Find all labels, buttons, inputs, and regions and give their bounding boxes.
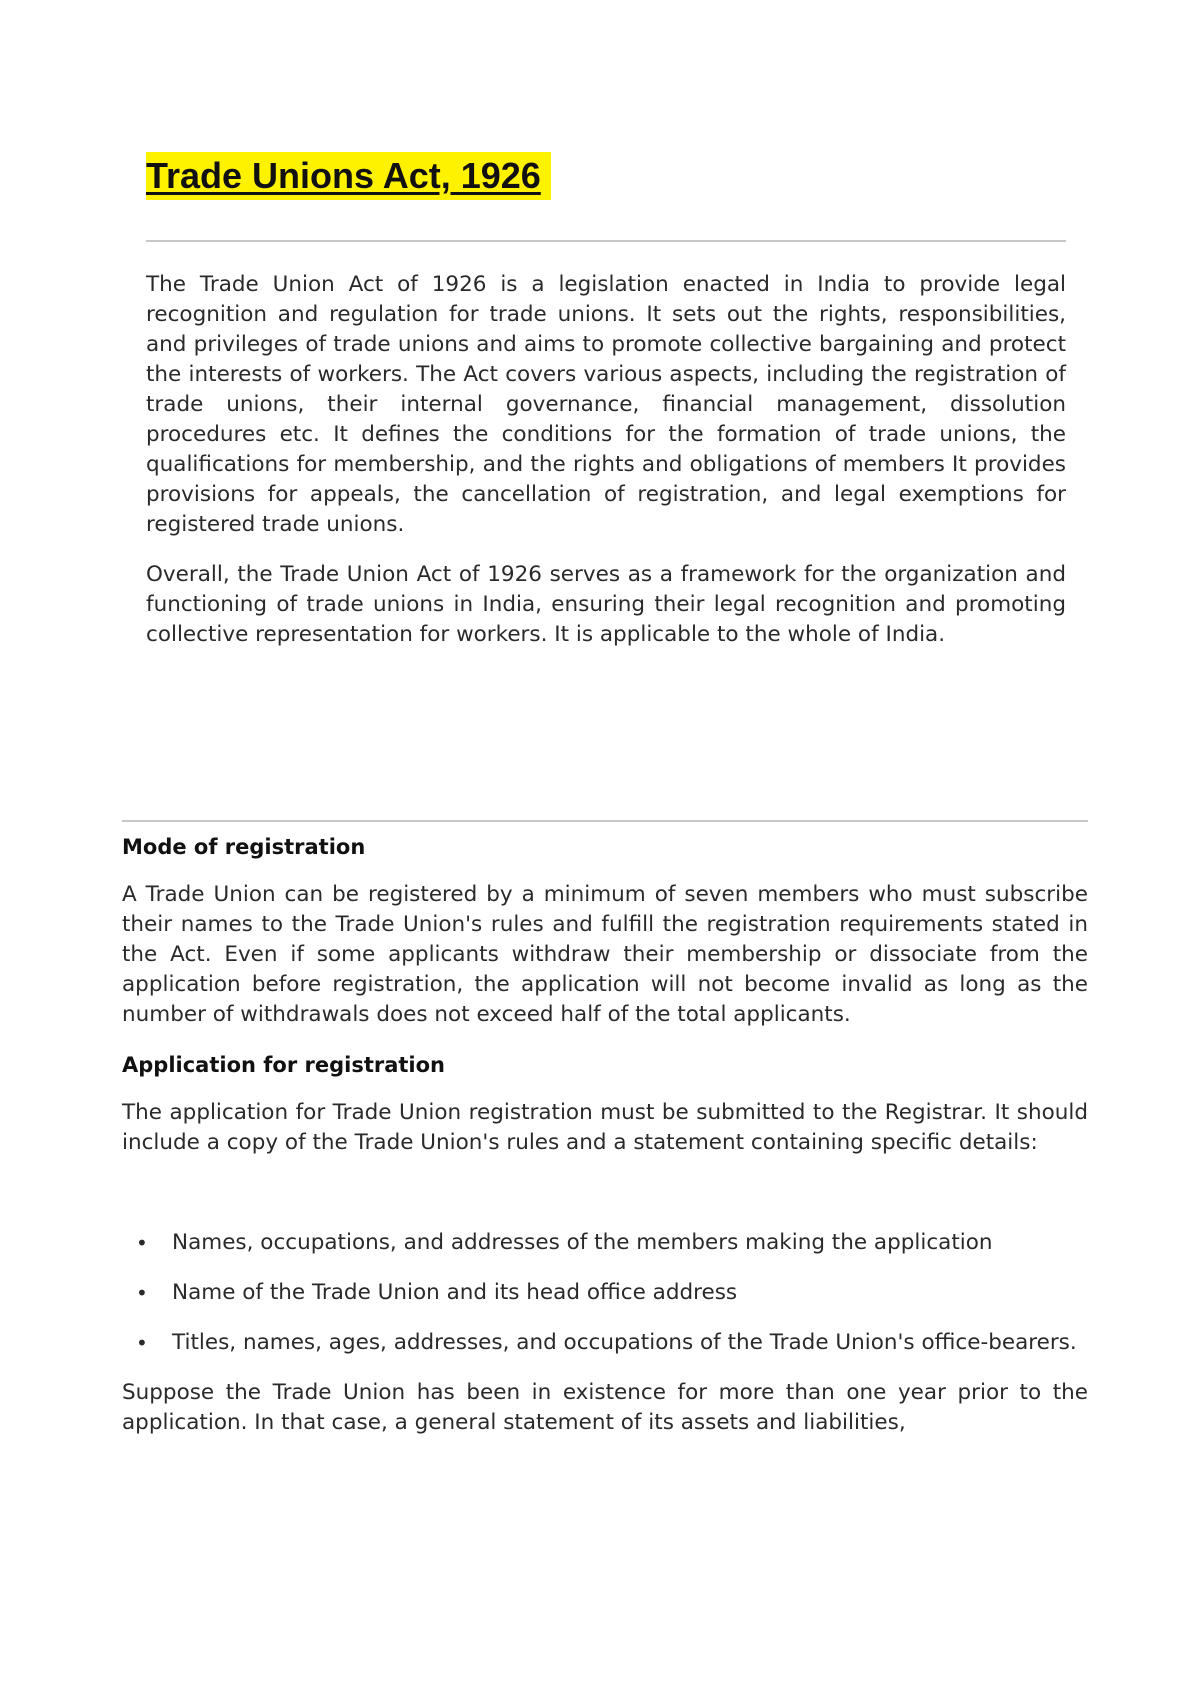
intro-section xyxy=(146,270,1066,670)
divider-middle xyxy=(122,820,1088,822)
list-item-text: Name of the Trade Union and its head office address xyxy=(172,1280,738,1305)
application-details-list xyxy=(122,1228,1088,1358)
list-item xyxy=(136,1278,1088,1308)
application-heading: Application for registration xyxy=(122,1053,445,1077)
bullet-icon: • xyxy=(136,1231,148,1255)
divider-top xyxy=(146,240,1066,242)
list-item xyxy=(136,1328,1088,1358)
title-block xyxy=(146,152,1066,200)
bullet-icon: • xyxy=(136,1331,148,1355)
list-item-text: Titles, names, ages, addresses, and occupations of the Trade Union's office-bearers. xyxy=(172,1330,1077,1355)
list-item-text: Names, occupations, and addresses of the members making the application xyxy=(172,1230,993,1255)
bullet-icon: • xyxy=(136,1281,148,1305)
mode-of-registration-text: A Trade Union can be registered by a minimum of seven members who must subscribe their names to the Trade Union's rules and fulfill the registration requirements stated in the Act. Even if some applicants withdraw their membership or dissociate from the application before registration, the application will not become invalid as long as the number of withdrawals does not exceed half of the total applicants. xyxy=(122,882,1088,1027)
list-item xyxy=(136,1228,1088,1258)
mode-of-registration-heading: Mode of registration xyxy=(122,835,366,859)
application-closing-text: Suppose the Trade Union has been in existence for more than one year prior to the application. In that case, a general statement of its assets and liabilities, xyxy=(122,1380,1088,1435)
intro-paragraph-2: Overall, the Trade Union Act of 1926 serves as a framework for the organization and functioning of trade unions in India, ensuring their legal recognition and promoting collective representation for workers. It is applicable to the whole of India. xyxy=(146,562,1066,647)
intro-paragraph-1: The Trade Union Act of 1926 is a legislation enacted in India to provide legal recognition and regulation for trade unions. It sets out the rights, responsibilities, and privileges of trade unions and aims to promote collective bargaining and protect the interests of workers. The Act covers various aspects, including the registration of trade unions, their internal governance, financial management, dissolution procedures etc. It defines the conditions for the formation of trade unions, the qualifications for membership, and the rights and obligations of members It provides provisions for appeals, the cancellation of registration, and legal exemptions for registered trade unions. xyxy=(146,272,1066,537)
spacer xyxy=(122,1178,1088,1228)
registration-section xyxy=(122,832,1088,1458)
document-title: Trade Unions Act, 1926 xyxy=(146,152,551,200)
application-text: The application for Trade Union registration must be submitted to the Registrar. It should include a copy of the Trade Union's rules and a statement containing specific details: xyxy=(122,1100,1088,1155)
